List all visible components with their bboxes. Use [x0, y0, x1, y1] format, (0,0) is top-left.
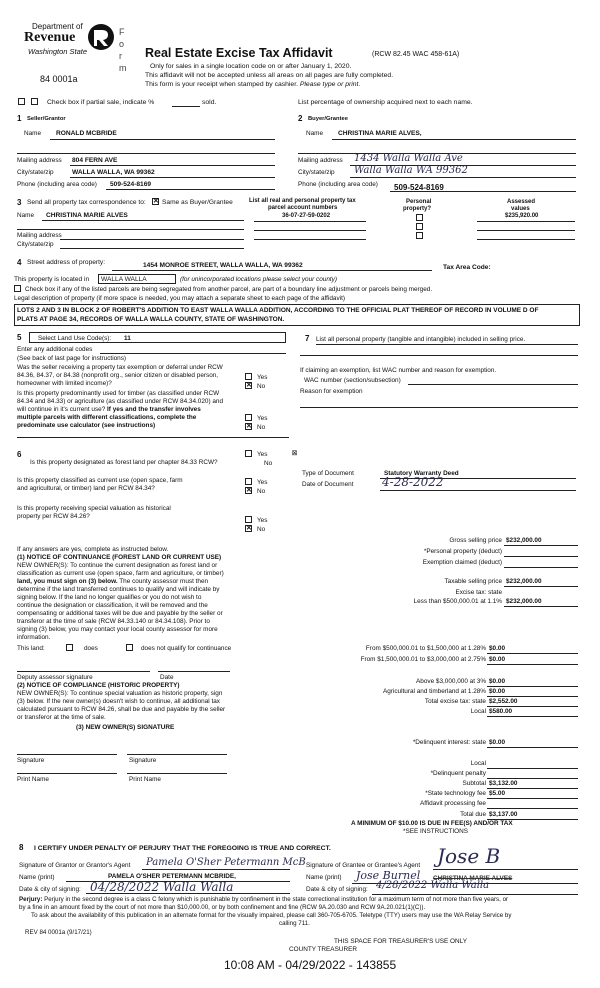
- same-as-buyer-checkbox[interactable]: ✕: [153, 198, 159, 205]
- legal-line1: LOTS 2 AND 3 IN BLOCK 2 OF ROBERT'S ADDITION TO EAST WALLA WALLA ADDITION, ACCORDING TO THE OFFICIAL PLAT THEREOF OF RECORD IN VOLUME D OF: [17, 307, 539, 314]
- tier2-label: From $500,000.01 to $1,500,000 at 1.28%: [365, 645, 486, 652]
- see-instructions: *SEE INSTRUCTIONS: [403, 828, 468, 835]
- tier4-value: $0.00: [489, 678, 505, 685]
- header-note2: This affidavit will not be accepted unless all areas on all pages are fully completed.: [145, 72, 394, 79]
- perjury-line2: by a fine in an amount fixed by the court of not more than $10,000.00, or by both confinement and fine (RCW 9A.20.030 and RCW 9A.20.021(1)(C)).: [19, 904, 426, 911]
- s6-instr8: continue the designation or classification, it will be removed and the: [17, 602, 208, 609]
- q1-line2: 84.36, 84.37, or 84.38 (nonprofit org., senior citizen or disabled person,: [17, 372, 219, 379]
- forest-yes-label: Yes: [257, 451, 268, 458]
- grantor-print: PAMELA O'SHER PETERMANN MCBRIDE,: [108, 873, 236, 880]
- wac-label: WAC number (section/subsection): [304, 377, 401, 384]
- notice2-a: NEW OWNER(S): To continue special valuation as historic property, sign: [17, 690, 223, 697]
- s4-street: 1454 MONROE STREET, WALLA WALLA, WA 99362: [143, 262, 303, 269]
- form-letter: m: [119, 63, 127, 73]
- tier2-value: $0.00: [489, 645, 505, 652]
- affidavit-fee-label: Affidavit processing fee: [420, 800, 486, 807]
- q-current-2: and agricultural, or timber) land per RCW 84.34?: [17, 485, 155, 492]
- doc-type: Statutory Warranty Deed: [384, 470, 459, 477]
- q-hist-2: property per RCW 84.26?: [17, 513, 90, 520]
- hist-no-label: No: [257, 526, 266, 533]
- local-value: $580.00: [489, 708, 513, 715]
- new-owner-sig-label-1: Signature: [17, 757, 45, 764]
- tier5-value: $0.00: [489, 688, 505, 695]
- seller-mail: 804 FERN AVE: [72, 157, 118, 164]
- total-due-label: Total due: [460, 811, 486, 818]
- buyer-num: 2: [298, 114, 303, 123]
- parcel-heading2: parcel account numbers: [268, 205, 338, 211]
- s7-num: 7: [305, 334, 310, 343]
- s6-instr11: signing (3) below, you may contact your local county assessor for more: [17, 626, 218, 633]
- s6-instr12: information.: [17, 634, 51, 641]
- tier1-label: Less than $500,000.01 at 1.1%: [413, 598, 502, 605]
- s3-mail-label: Mailing address: [17, 232, 62, 239]
- q1-line3: homeowner with limited income)?: [17, 380, 112, 387]
- s7-label: List all personal property (tangible and intangible) included in selling price.: [316, 336, 526, 343]
- seller-name: RONALD MCBRIDE: [56, 130, 117, 137]
- parcel-heading1: List all real and personal property tax: [249, 198, 356, 204]
- grantee-print-label: Name (print): [306, 874, 342, 881]
- buyer-heading: Buyer/Grantee: [308, 116, 348, 122]
- delinq-state-label: *Delinquent interest: state: [412, 739, 486, 746]
- seller-phone: 509-524-8169: [110, 181, 152, 188]
- local-label: Local: [470, 708, 486, 715]
- tier1-value: $232,000.00: [506, 598, 542, 605]
- hist-yes-label: Yes: [257, 517, 268, 524]
- dept-line1: Department of: [32, 22, 83, 31]
- s6-instr9: compensating or additional taxes will be due and payable by the seller or: [17, 610, 223, 617]
- buyer-name-label: Name: [306, 130, 324, 137]
- hist-no-checkbox[interactable]: ✕: [246, 525, 252, 532]
- gross-label: Gross selling price: [449, 537, 502, 544]
- excise-state-label: Excise tax: state: [455, 589, 502, 596]
- s4-street-label: Street address of property:: [27, 259, 106, 266]
- techfee-label: *State technology fee: [425, 790, 486, 797]
- q-forest: Is this property designated as forest land per chapter 84.33 RCW?: [30, 459, 218, 466]
- q-current-1: Is this property classified as current use (open space, farm: [17, 477, 183, 484]
- hist-yes-checkbox[interactable]: [245, 516, 252, 523]
- dor-logo: [22, 22, 122, 62]
- q1-yes-label: Yes: [257, 374, 268, 381]
- personal-deduct-label: *Personal property (deduct): [423, 548, 502, 555]
- buyer-mail: 1434 Walla Walla Ave: [354, 153, 463, 164]
- notice2: (2) NOTICE OF COMPLIANCE (HISTORIC PROPERTY): [17, 682, 180, 689]
- treasurer-stamp: 10:08 AM - 04/29/2022 - 143855: [224, 958, 397, 972]
- penalty-label: *Delinquent penalty: [430, 770, 486, 777]
- tier3-label: From $1,500,000.01 to $3,000,000 at 2.75%: [360, 656, 486, 663]
- partial-suffix: sold.: [202, 99, 217, 106]
- q2-line1: Is this property predominantly used for timber (as classified under RCW: [17, 390, 220, 397]
- s3-name: CHRISTINA MARIE ALVES: [46, 212, 128, 219]
- buyer-phone: 509-524-8169: [394, 183, 444, 192]
- total-excise-value: $2,552.00: [489, 698, 518, 705]
- s6-instr4: classification as current use (open space, farm and agriculture, or timber): [17, 570, 224, 577]
- notice2-c: calculated pursuant to RCW 84.26, shall be due and payable by the seller: [17, 706, 226, 713]
- buyer-phone-label: Phone (including area code): [298, 181, 378, 188]
- does-not-checkbox[interactable]: [126, 644, 133, 651]
- located-value: WALLA WALLA: [101, 276, 147, 283]
- assessed-heading2: values: [511, 206, 530, 212]
- partial-checkbox-2[interactable]: [31, 98, 38, 105]
- s3-label: Send all property tax correspondence to:: [27, 199, 146, 206]
- buyer-city-label: City/state/zip: [298, 169, 335, 176]
- grantee-print-handwritten: Jose Burnel: [356, 869, 421, 882]
- s6-instr7: signing below. If the land no longer qualifies or you do not wish to: [17, 594, 202, 601]
- q1-no-checkbox[interactable]: ✕: [246, 382, 252, 389]
- legal-line2: PLATS AT PAGE 34, RECORDS OF WALLA WALLA COUNTY, STATE OF WASHINGTON.: [17, 316, 285, 323]
- seller-city: WALLA WALLA, WA 99362: [72, 169, 155, 176]
- s6-instr1: If any answers are yes, complete as instructed below.: [17, 546, 169, 553]
- tier4-label: Above $3,000,000 at 3%: [416, 678, 486, 685]
- current-yes-checkbox[interactable]: [245, 478, 252, 485]
- current-no-checkbox[interactable]: ✕: [246, 487, 252, 494]
- new-owner-sig-label-2: Signature: [129, 757, 157, 764]
- see-back-note: (See back of last page for instructions): [17, 355, 127, 362]
- parcel-number: 36-07-27-59-0202: [282, 213, 331, 219]
- s3-same-label: Same as Buyer/Grantee: [162, 199, 233, 206]
- perjury-line1: Perjury: Perjury in the second degree is a class C felony which is punishable by confinement in the state correctional institution for a maximum term of not more than five years, or: [19, 896, 509, 903]
- forest-no-label: No: [264, 460, 273, 467]
- grantee-date-label: Date & city of signing:: [306, 886, 368, 893]
- tier5-label: Agricultural and timberland at 1.28%: [382, 688, 486, 695]
- gross-value: $232,000.00: [506, 537, 542, 544]
- this-land-label: This land:: [17, 645, 45, 652]
- current-no-label: No: [257, 488, 266, 495]
- q2-line2: 84.34 and 84.33) or agriculture (as classified under RCW 84.34.020) and: [17, 398, 224, 405]
- segregated-label: Check box if any of the listed parcels are being segregated from another parcel, are part of a boundary line adjustment or parcels being merged.: [25, 286, 433, 293]
- q2-yes-checkbox[interactable]: [245, 414, 252, 421]
- s4-num: 4: [17, 258, 22, 267]
- doc-type-label: Type of Document: [302, 470, 354, 477]
- s3-num: 3: [17, 198, 22, 207]
- buyer-name: CHRISTINA MARIE ALVES,: [338, 130, 422, 137]
- s6-instr3: NEW OWNER(S): To continue the current designation as forest land or: [17, 562, 218, 569]
- grantee-print: CHRISTINA MARIE ALVES: [433, 875, 513, 882]
- s6-num: 6: [17, 450, 22, 459]
- luc-label: Select Land Use Code(s):: [38, 335, 112, 342]
- q2-no-label: No: [257, 424, 266, 431]
- tier3-value: $0.00: [489, 656, 505, 663]
- exemption-label: Exemption claimed (deduct): [422, 559, 502, 566]
- taxable-label: Taxable selling price: [444, 578, 502, 585]
- buyer-mail-label: Mailing address: [298, 157, 343, 164]
- notice3: (3) NEW OWNER(S) SIGNATURE: [76, 724, 175, 731]
- assessed-heading1: Assessed: [507, 199, 536, 205]
- doc-date-label: Date of Document: [302, 481, 354, 488]
- q1-line1: Was the seller receiving a property tax exemption or deferral under RCW: [17, 364, 223, 371]
- personal-property-checkbox-3[interactable]: [416, 232, 423, 239]
- seller-name-label: Name: [24, 130, 42, 137]
- grantor-print-label: Name (print): [19, 874, 55, 881]
- form-letter: r: [119, 51, 122, 61]
- seller-phone-label: Phone (including area code): [17, 181, 97, 188]
- exempt-instr: If claiming an exemption, list WAC number and reason for exemption.: [300, 367, 497, 374]
- grantor-signature: Pamela O'Sher Petermann McB: [146, 857, 306, 868]
- s6-instr6: determine if the land transferred continues to qualify and will indicate by: [17, 586, 220, 593]
- q2-yes-label: Yes: [257, 415, 268, 422]
- s3-city-label: City/state/zip: [17, 241, 54, 248]
- grantee-date-city: 4/28/2022 Walla Walla: [376, 880, 490, 891]
- personal-heading1: Personal: [406, 199, 432, 205]
- alt-format-line2: calling 711.: [279, 920, 310, 927]
- header-note1: Only for sales in a single location code on or after January 1, 2020.: [150, 63, 352, 70]
- personal-property-checkbox-1[interactable]: [416, 214, 423, 221]
- form-letter: o: [119, 39, 125, 49]
- seller-num: 1: [17, 114, 22, 123]
- form-statute: (RCW 82.45 WAC 458-61A): [372, 51, 460, 58]
- q1-no-label: No: [257, 383, 266, 390]
- grantor-date-label: Date & city of signing:: [19, 886, 81, 893]
- grantor-date-city: 04/28/2022 Walla Walla: [90, 880, 234, 894]
- form-letter: F: [119, 27, 125, 37]
- delinq-state-value: $0.00: [489, 739, 505, 746]
- s6-instr10: transferor at the time of sale (RCW 84.33.140 or 84.34.108). Prior to: [17, 618, 210, 625]
- q2-no-checkbox[interactable]: ✕: [246, 423, 252, 430]
- personal-heading2: property?: [403, 206, 432, 212]
- notice2-d: or transferor at the time of sale.: [17, 714, 106, 721]
- partial-label: Check box if partial sale, indicate %: [47, 99, 155, 106]
- treasurer-note: THIS SPACE FOR TREASURER'S USE ONLY: [334, 938, 467, 945]
- located-label: This property is located in: [14, 276, 90, 283]
- tax-area-label: Tax Area Code:: [443, 264, 491, 271]
- personal-property-checkbox-2[interactable]: [416, 223, 423, 230]
- s3-name-label: Name: [17, 212, 35, 219]
- forest-no-checkbox[interactable]: ⊠: [291, 450, 298, 457]
- q2-line5: predominate use calculator (see instructions): [17, 422, 156, 429]
- new-owner-print-label-1: Print Name: [17, 776, 49, 783]
- buyer-city: Walla Walla WA 99362: [354, 165, 468, 176]
- form-title: Real Estate Excise Tax Affidavit: [145, 46, 333, 60]
- form-number: 84 0001a: [40, 74, 78, 84]
- subtotal-value: $3,132.00: [489, 780, 518, 787]
- techfee-value: $5.00: [489, 790, 505, 797]
- taxable-value: $232,000.00: [506, 578, 542, 585]
- does-not-label: does not qualify for continuance: [141, 645, 232, 652]
- grantor-sig-label: Signature of Grantor or Grantor's Agent: [19, 862, 131, 869]
- current-yes-label: Yes: [257, 479, 268, 486]
- list-pct-note: List percentage of ownership acquired next to each name.: [298, 99, 473, 106]
- alt-format-line1: To ask about the availability of this publication in an alternate format for the visually impaired, please call 360-705-6705. Teletype (TTY) users may use the WA Relay Service by: [31, 912, 512, 919]
- form-letters: [119, 26, 129, 74]
- legal-label: Legal description of property (if more space is needed, you may attach a separate sheet to each page of the affidavit): [14, 295, 345, 302]
- treasurer-label: COUNTY TREASURER: [289, 946, 357, 953]
- seller-heading: Seller/Grantor: [27, 116, 66, 122]
- reason-label: Reason for exemption: [300, 388, 363, 395]
- subtotal-label: Subtotal: [462, 780, 486, 787]
- total-due-value: $3,137.00: [489, 811, 518, 818]
- luc-value: 11: [124, 335, 131, 342]
- assessed-value: $235,920.00: [505, 213, 539, 219]
- q2-line3: will continue in it's current use? If yes and the transfer involves: [17, 406, 201, 413]
- s6-instr5: land, you must sign on (3) below. The county assessor must then: [17, 578, 209, 585]
- header-note3: This form is your receipt when stamped by cashier. Please type or print.: [145, 81, 361, 88]
- does-checkbox[interactable]: [66, 644, 73, 651]
- q-hist-1: Is this property receiving special valuation as historical: [17, 505, 171, 512]
- s5-num: 5: [17, 333, 22, 342]
- rev-number: REV 84 0001a (9/17/21): [25, 929, 92, 936]
- doc-date: 4-28-2022: [382, 475, 444, 489]
- grantee-sig-label: Signature of Grantee or Grantee's Agent: [306, 862, 421, 869]
- q2-line4: multiple parcels with different classifications, complete the: [17, 414, 197, 421]
- segregated-checkbox[interactable]: [14, 285, 21, 292]
- deputy-date-label: Date: [160, 674, 174, 681]
- dor-logo-mark: [86, 22, 116, 52]
- forest-yes-checkbox[interactable]: [245, 450, 252, 457]
- certify: I CERTIFY UNDER PENALTY OF PERJURY THAT THE FOREGOING IS TRUE AND CORRECT.: [34, 845, 331, 852]
- does-label: does: [84, 645, 98, 652]
- dept-line3: Washington State: [28, 47, 88, 56]
- partial-checkbox-1[interactable]: [18, 98, 25, 105]
- located-note: (for unincorporated locations please select your county): [180, 276, 338, 283]
- delinq-local-label: Local: [470, 760, 486, 767]
- deputy-sig-label: Deputy assessor signature: [17, 674, 93, 681]
- s8-num: 8: [19, 843, 24, 852]
- notice2-b: (3) below. If the new owner(s) doesn't wish to continue, all additional tax: [17, 698, 220, 705]
- dept-line2: Revenue: [24, 30, 76, 45]
- grantee-signature: Jose B: [437, 844, 501, 868]
- seller-city-label: City/state/zip: [17, 169, 54, 176]
- total-excise-label: Total excise tax: state: [424, 698, 486, 705]
- new-owner-print-label-2: Print Name: [129, 776, 161, 783]
- minimum-note: A MINIMUM OF $10.00 IS DUE IN FEE(S) AND/OR TAX: [351, 820, 513, 827]
- seller-mail-label: Mailing address: [17, 157, 62, 164]
- s6-instr2: (1) NOTICE OF CONTINUANCE (FOREST LAND OR CURRENT USE): [17, 554, 222, 561]
- q1-yes-checkbox[interactable]: [245, 373, 252, 380]
- additional-codes-label: Enter any additional codes: [17, 346, 93, 353]
